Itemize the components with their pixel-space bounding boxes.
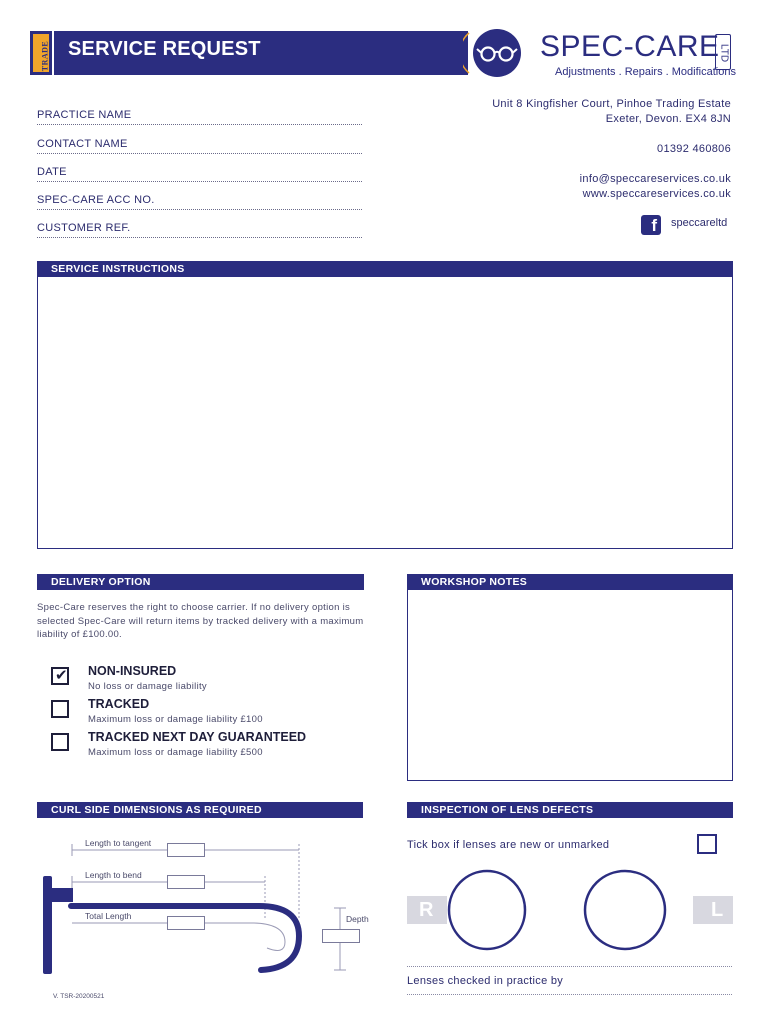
account-number-field[interactable] (37, 190, 362, 210)
date-label: DATE (37, 166, 67, 178)
non-insured-title: NON-INSURED (88, 664, 177, 678)
customer-ref-field[interactable] (37, 218, 362, 238)
total-length-label: Total Length (85, 911, 132, 921)
lens-tick-instruction: Tick box if lenses are new or unmarked (407, 839, 610, 851)
phone-number: 01392 460806 (657, 143, 731, 155)
website-url: www.speccareservices.co.uk (582, 188, 731, 200)
contact-name-field[interactable] (37, 134, 362, 154)
date-field[interactable] (37, 162, 362, 182)
contact-name-label: CONTACT NAME (37, 138, 128, 150)
tracked-next-day-checkbox[interactable] (51, 733, 69, 751)
tracked-title: TRACKED (88, 697, 150, 711)
tracked-next-day-description: Maximum loss or damage liability £500 (88, 747, 263, 758)
workshop-notes-heading: WORKSHOP NOTES (407, 574, 733, 590)
delivery-terms: Spec-Care reserves the right to choose carrier. If no delivery option is selected Spec-Care will return items by tracked delivery with a maximum liability of £100.00. (37, 602, 364, 640)
left-lens-label: L (693, 896, 733, 924)
inspection-heading: INSPECTION OF LENS DEFECTS (407, 802, 733, 818)
delivery-heading-edge (362, 574, 364, 590)
curl-dimensions-heading: CURL SIDE DIMENSIONS AS REQUIRED (37, 802, 363, 818)
lenses-checked-by-label: Lenses checked in practice by (407, 975, 564, 987)
brand-name: SPEC-CARE (540, 30, 720, 63)
practice-name-label: PRACTICE NAME (37, 109, 132, 121)
address-line-2: Exeter, Devon. EX4 8JN (605, 113, 731, 125)
customer-ref-label: CUSTOMER REF. (37, 222, 131, 234)
brand-suffix (715, 34, 731, 70)
depth-label: Depth (346, 914, 369, 924)
length-to-bend-input[interactable] (167, 875, 205, 889)
total-length-input[interactable] (167, 916, 205, 930)
tracked-next-day-title: TRACKED NEXT DAY GUARANTEED (88, 730, 307, 744)
brand-suffix-text: LTD (718, 43, 730, 63)
lens-outlines (445, 866, 695, 956)
length-to-tangent-label: Length to tangent (85, 838, 152, 848)
account-number-label: SPEC-CARE ACC NO. (37, 194, 155, 206)
email-address: info@speccareservices.co.uk (579, 173, 731, 185)
facebook-icon (641, 215, 661, 235)
tracked-description: Maximum loss or damage liability £100 (88, 714, 263, 725)
address-line-1: Unit 8 Kingfisher Court, Pinhoe Trading Estate (492, 98, 731, 110)
facebook-handle: speccareltd (671, 217, 728, 229)
non-insured-checkbox[interactable] (51, 667, 69, 685)
lens-check-divider (407, 966, 732, 967)
practice-name-field[interactable] (37, 105, 362, 125)
version-label: V. TSR-20200521 (53, 993, 105, 1000)
brand-tagline: Adjustments . Repairs . Modifications (555, 66, 736, 78)
workshop-notes-box[interactable] (407, 589, 733, 781)
check-icon: ✔ (55, 667, 68, 684)
curl-side-diagram (37, 830, 377, 980)
glasses-logo-icon (463, 25, 529, 81)
length-to-tangent-input[interactable] (167, 843, 205, 857)
page-title: SERVICE REQUEST (68, 38, 261, 60)
right-lens-label: R (407, 896, 447, 924)
facebook-glyph: f (651, 216, 657, 235)
service-instructions-box[interactable] (37, 276, 733, 549)
length-to-bend-label: Length to bend (85, 870, 142, 880)
lens-unmarked-checkbox[interactable] (697, 834, 717, 854)
delivery-option-heading: DELIVERY OPTION (37, 574, 363, 590)
trade-label: TRADE (40, 40, 50, 72)
trade-tab (30, 31, 54, 75)
service-instructions-heading: SERVICE INSTRUCTIONS (37, 261, 733, 277)
tracked-checkbox[interactable] (51, 700, 69, 718)
lenses-checked-by-field[interactable] (407, 994, 732, 995)
non-insured-description: No loss or damage liability (88, 681, 207, 692)
depth-input[interactable] (322, 929, 360, 943)
